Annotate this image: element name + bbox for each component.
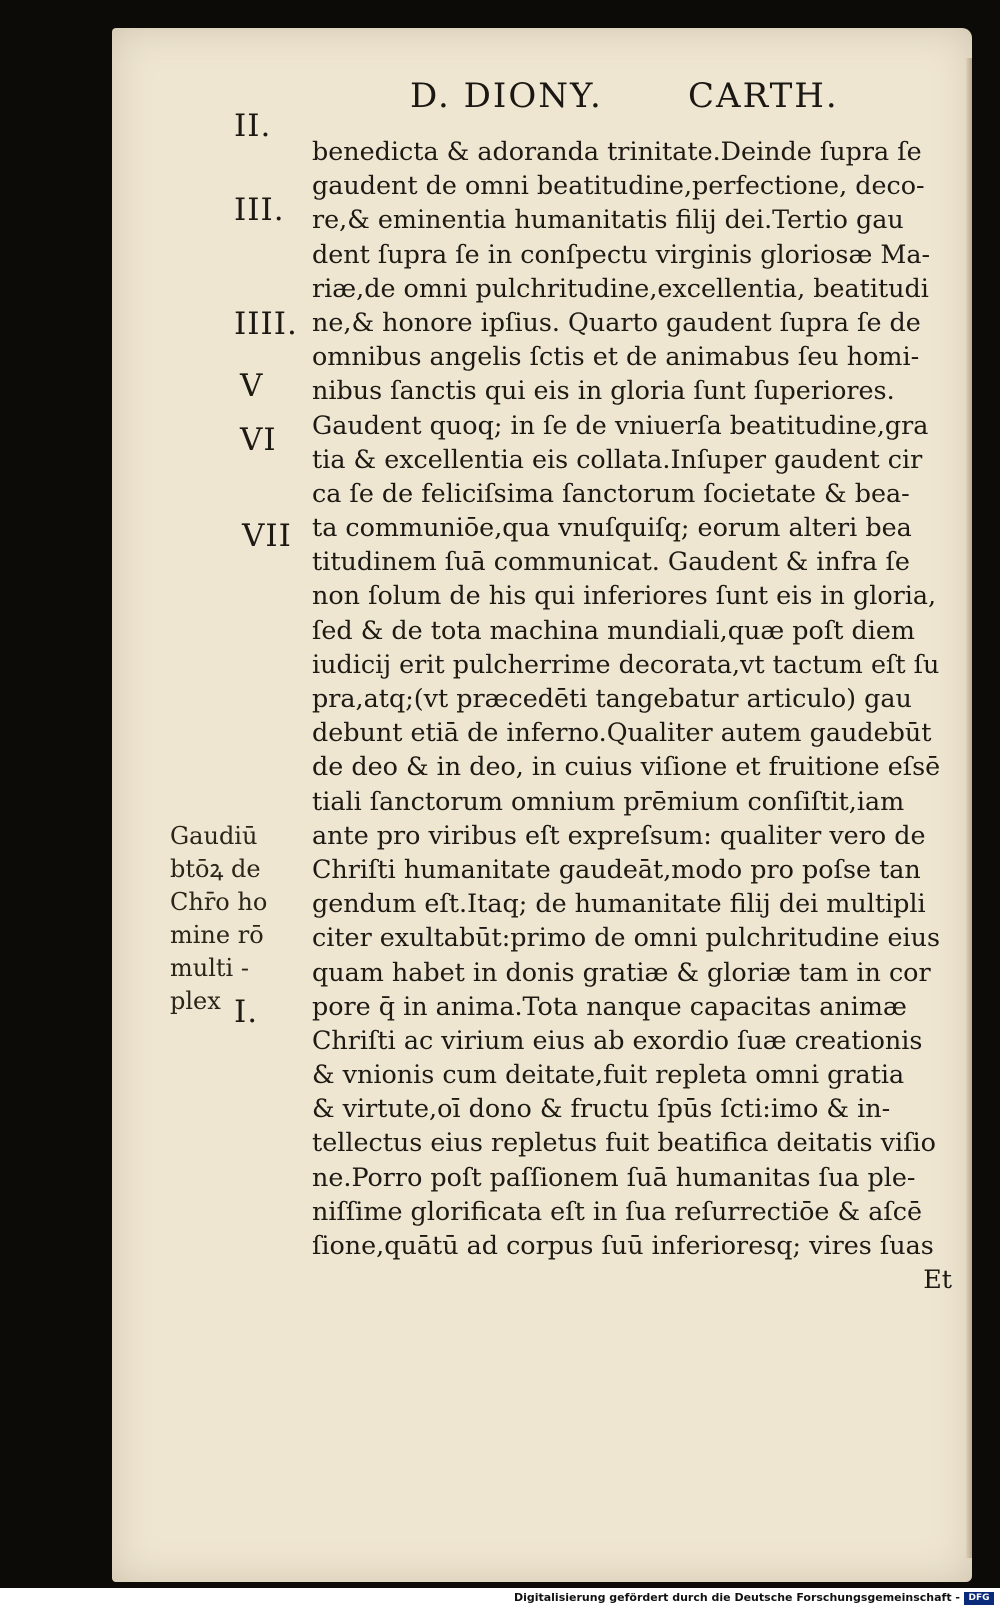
- text-line: dent ſupra ſe in conſpectu virginis gloriosæ Ma-: [312, 238, 931, 269]
- margin-numeral-3: III.: [234, 192, 285, 228]
- sidenote-line: Chr̄o ho: [170, 888, 268, 916]
- text-line: debunt etiā de inferno.Qualiter autem gaudebūt: [312, 717, 932, 748]
- margin-numeral-2: II.: [234, 108, 272, 144]
- text-line: tia & excellentia eis collata.Inſuper gaudent cir: [312, 443, 923, 474]
- text-line: ſione,quātū ad corpus ſuū inferioresq; vires ſuas: [312, 1230, 934, 1260]
- text-line: non ſolum de his qui inferiores ſunt eis in gloria,: [312, 580, 937, 611]
- text-line: pra,atq;(vt præcedēti tangebatur articulo) gau: [312, 683, 912, 713]
- margin-numeral-7: VII: [242, 518, 292, 554]
- sidenote-line: multi -: [170, 954, 249, 982]
- text-line: Chriſti ac virium eius ab exordio ſuæ creationis: [312, 1024, 923, 1055]
- text-line: re,& eminentia humanitatis filij dei.Tertio gau: [312, 204, 904, 235]
- text-line: ſed & de tota machina mundiali,quæ poſt diem: [312, 614, 915, 645]
- text-line: nibus ſanctis qui eis in gloria ſunt ſuperiores.: [312, 375, 895, 406]
- text-line: tiali ſanctorum omnium prēmium conſiſtit,iam: [312, 785, 905, 816]
- text-line: pore q̄ in anima.Tota nanque capacitas animæ: [312, 990, 907, 1021]
- marginal-note: [170, 820, 280, 1018]
- text-line: omnibus angelis ſctis et de animabus ſeu homi-: [312, 341, 920, 372]
- text-line: benedicta & adoranda trinitate.Deinde ſupra ſe: [312, 136, 922, 166]
- sidenote-line: plex: [170, 987, 221, 1015]
- text-line: Gaudent quoq; in ſe de vniuerſa beatitudine,gra: [312, 409, 929, 440]
- text-line: quam habet in donis gratiæ & gloriæ tam in cor: [312, 956, 931, 987]
- text-line: ne,& honore ipſius. Quarto gaudent ſupra ſe de: [312, 306, 921, 337]
- main-text-block: [312, 134, 952, 1296]
- margin-numeral-4: IIII.: [234, 306, 298, 342]
- page-edge: [966, 58, 972, 1558]
- text-line: gaudent de omni beatitudine,perfectione, deco-: [312, 170, 925, 201]
- text-line: tellectus eius repletus fuit beatifica deitatis viſio: [312, 1127, 936, 1158]
- text-line: ne.Porro poſt paſſionem ſuā humanitas ſua ple-: [312, 1161, 916, 1192]
- footer-bar: [0, 1590, 1000, 1609]
- text-line: & vnionis cum deitate,fuit repleta omni gratia: [312, 1059, 905, 1090]
- text-line: & virtute,oī dono & fructu ſpūs ſcti:imo & in-: [312, 1093, 891, 1124]
- text-line: citer exultabūt:primo de omni pulchritudine eius: [312, 922, 940, 953]
- text-line: iudicij erit pulcherrime decorata,vt tactum eſt ſu: [312, 648, 940, 679]
- text-line: niſſime glorificata eſt in ſua reſurrectiōe & aſcē: [312, 1195, 922, 1226]
- text-line: riæ,de omni pulchritudine,excellentia, beatitudi: [312, 272, 929, 303]
- text-line: titudinem ſuā communicat. Gaudent & infra ſe: [312, 546, 910, 577]
- sidenote-line: mine rō: [170, 921, 264, 949]
- header-author-surname: CARTH.: [688, 76, 839, 116]
- catchword: Et: [923, 1264, 952, 1295]
- margin-numeral-5: V: [240, 368, 264, 404]
- footer-credit: Digitalisierung gefördert durch die Deutsche Forschungsgemeinschaft -: [513, 1591, 960, 1604]
- sidenote-line: btōꝝ de: [170, 855, 261, 883]
- dfg-logo: DFG: [964, 1592, 994, 1605]
- sidenote-line: Gaudiū: [170, 822, 258, 850]
- margin-numeral-6: VI: [240, 422, 277, 458]
- book-page: [112, 28, 972, 1582]
- text-line: ca ſe de feliciſsima ſanctorum ſocietate & bea-: [312, 477, 910, 508]
- header-author: D. DIONY.: [410, 76, 603, 116]
- text-line: ante pro viribus eſt expreſsum: qualiter vero de: [312, 819, 926, 850]
- text-line: Chriſti humanitate gaudeāt,modo pro poſse tan: [312, 853, 921, 884]
- text-line: gendum eſt.Itaq; de humanitate filij dei multipli: [312, 888, 926, 919]
- text-line: ta communiōe,qua vnuſquiſq; eorum alteri bea: [312, 512, 912, 543]
- margin-numeral-1: I.: [234, 994, 259, 1030]
- text-line: de deo & in deo, in cuius viſione et fruitione eſsē: [312, 751, 941, 782]
